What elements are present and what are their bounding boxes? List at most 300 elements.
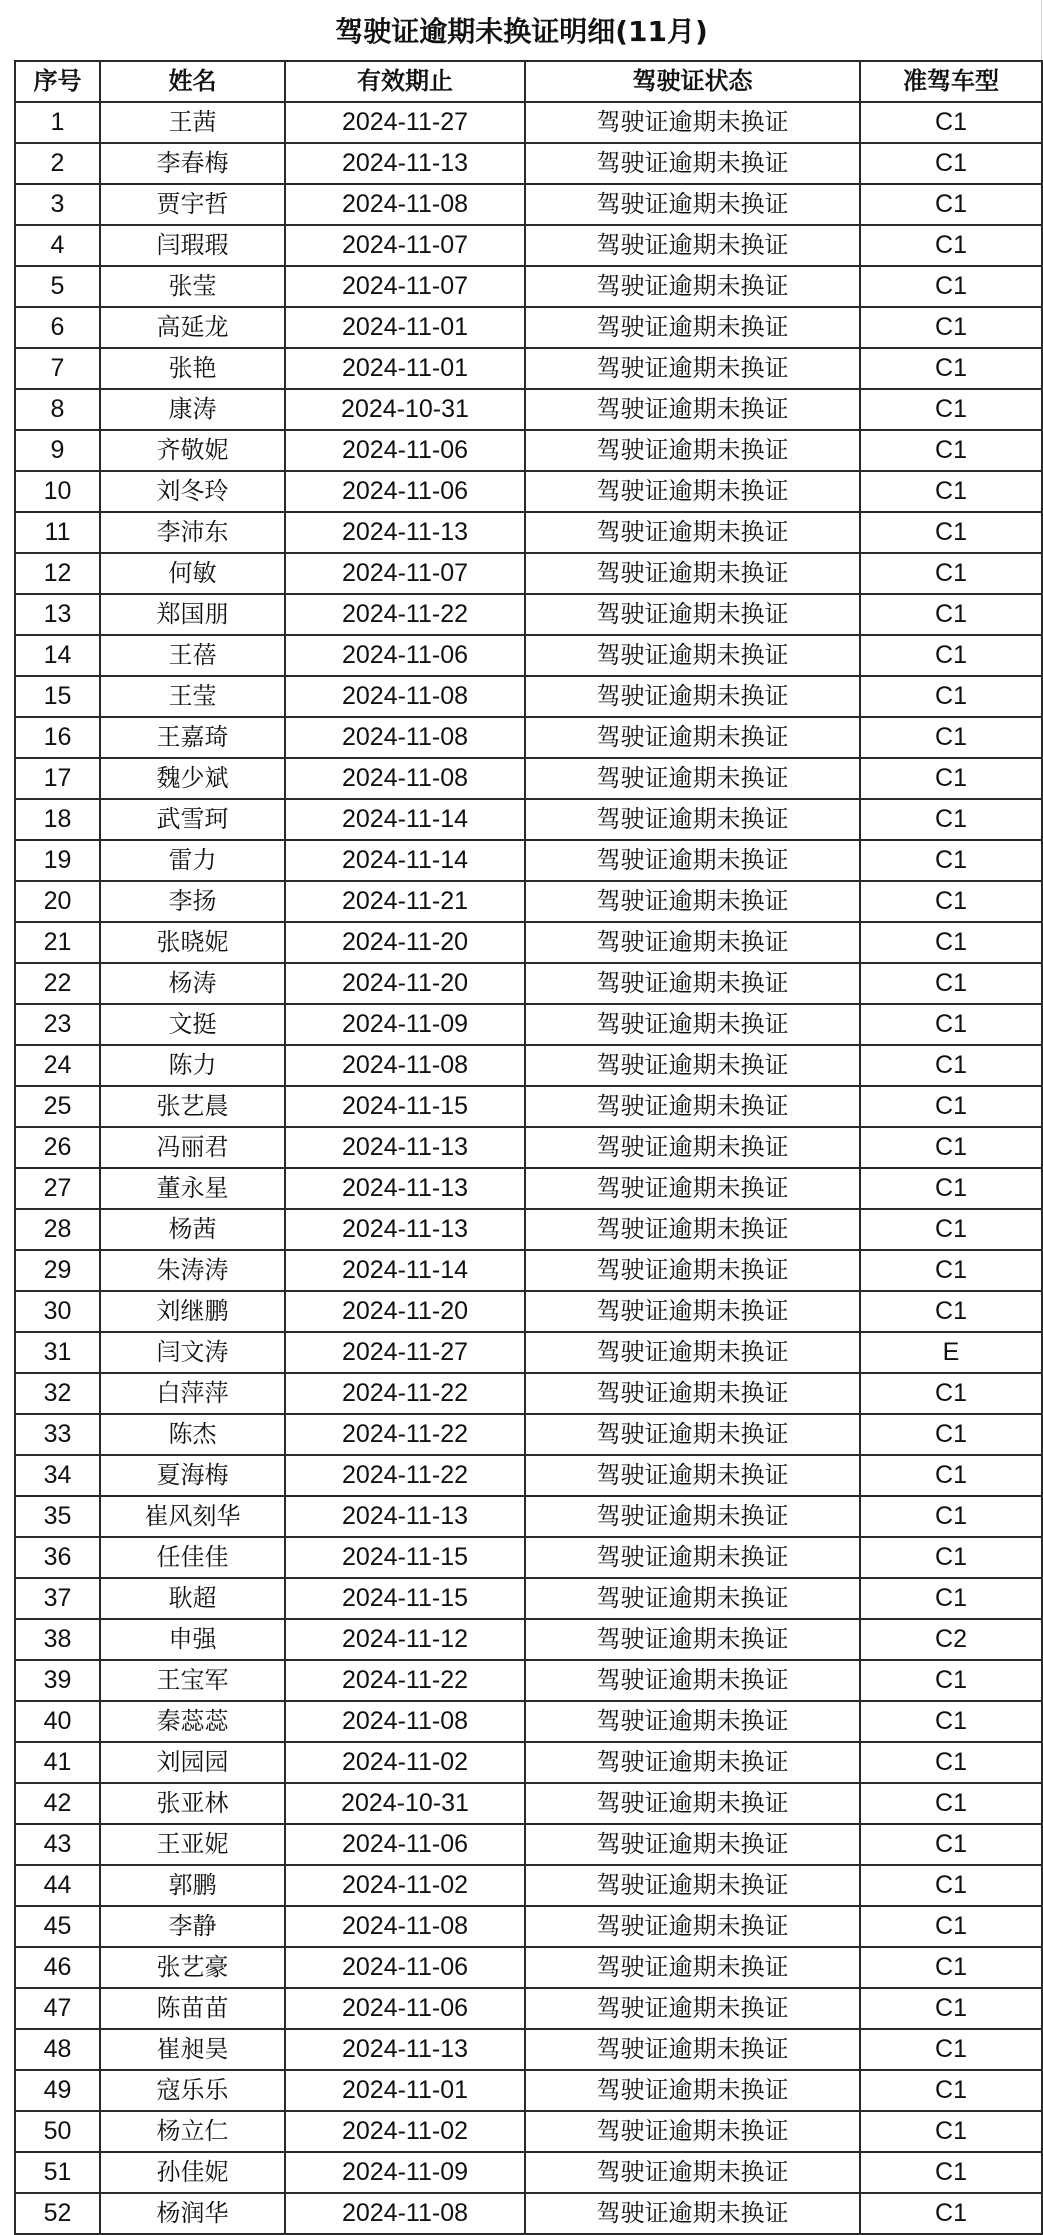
row-license-class-cell: C1 bbox=[860, 102, 1042, 143]
row-license-class-cell: C1 bbox=[860, 1947, 1042, 1988]
row-license-class-cell: C1 bbox=[860, 922, 1042, 963]
row-expiry-cell: 2024-11-14 bbox=[285, 1250, 525, 1291]
row-name-cell: 武雪珂 bbox=[100, 799, 285, 840]
table-row bbox=[15, 1455, 1042, 1496]
row-license-class-cell: C1 bbox=[860, 881, 1042, 922]
row-license-class-cell: C1 bbox=[860, 512, 1042, 553]
table-row bbox=[15, 2193, 1042, 2234]
row-expiry-cell: 2024-11-08 bbox=[285, 184, 525, 225]
table-row bbox=[15, 1168, 1042, 1209]
row-status-cell: 驾驶证逾期未换证 bbox=[525, 1496, 860, 1537]
table-row bbox=[15, 143, 1042, 184]
row-status-cell: 驾驶证逾期未换证 bbox=[525, 512, 860, 553]
row-index-cell: 9 bbox=[15, 430, 100, 471]
row-expiry-cell: 2024-11-22 bbox=[285, 594, 525, 635]
row-expiry-cell: 2024-11-07 bbox=[285, 266, 525, 307]
row-license-class-cell: C1 bbox=[860, 1537, 1042, 1578]
row-expiry-cell: 2024-11-20 bbox=[285, 1291, 525, 1332]
row-expiry-cell: 2024-11-01 bbox=[285, 307, 525, 348]
row-name-cell: 任佳佳 bbox=[100, 1537, 285, 1578]
row-name-cell: 李扬 bbox=[100, 881, 285, 922]
row-name-cell: 刘冬玲 bbox=[100, 471, 285, 512]
row-expiry-cell: 2024-11-06 bbox=[285, 430, 525, 471]
row-license-class-cell: C1 bbox=[860, 389, 1042, 430]
row-license-class-cell: C1 bbox=[860, 1250, 1042, 1291]
row-expiry-cell: 2024-11-21 bbox=[285, 881, 525, 922]
row-index-cell: 32 bbox=[15, 1373, 100, 1414]
row-name-cell: 陈苗苗 bbox=[100, 1988, 285, 2029]
row-license-class-cell: C1 bbox=[860, 717, 1042, 758]
row-license-class-cell: C1 bbox=[860, 184, 1042, 225]
row-name-cell: 寇乐乐 bbox=[100, 2070, 285, 2111]
table-row bbox=[15, 225, 1042, 266]
row-index-cell: 35 bbox=[15, 1496, 100, 1537]
row-index-cell: 12 bbox=[15, 553, 100, 594]
row-name-cell: 刘继鹏 bbox=[100, 1291, 285, 1332]
row-index-cell: 49 bbox=[15, 2070, 100, 2111]
row-status-cell: 驾驶证逾期未换证 bbox=[525, 1004, 860, 1045]
row-index-cell: 18 bbox=[15, 799, 100, 840]
row-license-class-cell: C1 bbox=[860, 225, 1042, 266]
row-expiry-cell: 2024-11-08 bbox=[285, 1906, 525, 1947]
row-expiry-cell: 2024-11-13 bbox=[285, 1168, 525, 1209]
row-name-cell: 魏少斌 bbox=[100, 758, 285, 799]
table-row bbox=[15, 266, 1042, 307]
row-name-cell: 耿超 bbox=[100, 1578, 285, 1619]
table-row bbox=[15, 348, 1042, 389]
table-row bbox=[15, 1045, 1042, 1086]
row-expiry-cell: 2024-11-12 bbox=[285, 1619, 525, 1660]
row-status-cell: 驾驶证逾期未换证 bbox=[525, 430, 860, 471]
row-license-class-cell: C1 bbox=[860, 840, 1042, 881]
row-license-class-cell: C1 bbox=[860, 1373, 1042, 1414]
row-status-cell: 驾驶证逾期未换证 bbox=[525, 1127, 860, 1168]
row-name-cell: 王莹 bbox=[100, 676, 285, 717]
row-status-cell: 驾驶证逾期未换证 bbox=[525, 594, 860, 635]
table-row bbox=[15, 1578, 1042, 1619]
row-license-class-cell: C1 bbox=[860, 1906, 1042, 1947]
row-index-cell: 52 bbox=[15, 2193, 100, 2234]
row-status-cell: 驾驶证逾期未换证 bbox=[525, 922, 860, 963]
row-status-cell: 驾驶证逾期未换证 bbox=[525, 1783, 860, 1824]
table-row bbox=[15, 1414, 1042, 1455]
row-status-cell: 驾驶证逾期未换证 bbox=[525, 102, 860, 143]
row-license-class-cell: C1 bbox=[860, 1824, 1042, 1865]
row-license-class-cell: C1 bbox=[860, 635, 1042, 676]
row-license-class-cell: C1 bbox=[860, 1127, 1042, 1168]
row-index-cell: 34 bbox=[15, 1455, 100, 1496]
table-row bbox=[15, 1250, 1042, 1291]
row-license-class-cell: C1 bbox=[860, 1291, 1042, 1332]
row-index-cell: 16 bbox=[15, 717, 100, 758]
row-status-cell: 驾驶证逾期未换证 bbox=[525, 881, 860, 922]
row-index-cell: 14 bbox=[15, 635, 100, 676]
row-name-cell: 杨立仁 bbox=[100, 2111, 285, 2152]
row-expiry-cell: 2024-11-22 bbox=[285, 1373, 525, 1414]
row-expiry-cell: 2024-11-14 bbox=[285, 799, 525, 840]
row-status-cell: 驾驶证逾期未换证 bbox=[525, 348, 860, 389]
row-status-cell: 驾驶证逾期未换证 bbox=[525, 1250, 860, 1291]
table-row bbox=[15, 1865, 1042, 1906]
row-status-cell: 驾驶证逾期未换证 bbox=[525, 471, 860, 512]
row-status-cell: 驾驶证逾期未换证 bbox=[525, 389, 860, 430]
row-index-cell: 30 bbox=[15, 1291, 100, 1332]
row-expiry-cell: 2024-11-13 bbox=[285, 1209, 525, 1250]
row-index-cell: 38 bbox=[15, 1619, 100, 1660]
row-status-cell: 驾驶证逾期未换证 bbox=[525, 1332, 860, 1373]
row-name-cell: 张艺豪 bbox=[100, 1947, 285, 1988]
row-expiry-cell: 2024-11-06 bbox=[285, 471, 525, 512]
row-expiry-cell: 2024-11-08 bbox=[285, 717, 525, 758]
table-row bbox=[15, 1742, 1042, 1783]
row-name-cell: 王亚妮 bbox=[100, 1824, 285, 1865]
row-status-cell: 驾驶证逾期未换证 bbox=[525, 1988, 860, 2029]
row-name-cell: 张亚林 bbox=[100, 1783, 285, 1824]
row-status-cell: 驾驶证逾期未换证 bbox=[525, 1619, 860, 1660]
table-row bbox=[15, 1619, 1042, 1660]
row-status-cell: 驾驶证逾期未换证 bbox=[525, 1906, 860, 1947]
row-index-cell: 8 bbox=[15, 389, 100, 430]
table-row bbox=[15, 799, 1042, 840]
row-name-cell: 崔风刻华 bbox=[100, 1496, 285, 1537]
table-row bbox=[15, 676, 1042, 717]
row-index-cell: 17 bbox=[15, 758, 100, 799]
row-status-cell: 驾驶证逾期未换证 bbox=[525, 1660, 860, 1701]
row-expiry-cell: 2024-11-13 bbox=[285, 143, 525, 184]
row-license-class-cell: C1 bbox=[860, 1865, 1042, 1906]
row-name-cell: 王嘉琦 bbox=[100, 717, 285, 758]
table-row bbox=[15, 471, 1042, 512]
table-row bbox=[15, 1947, 1042, 1988]
row-name-cell: 崔昶昊 bbox=[100, 2029, 285, 2070]
overdue-license-table bbox=[14, 60, 1043, 2235]
row-expiry-cell: 2024-11-22 bbox=[285, 1455, 525, 1496]
row-status-cell: 驾驶证逾期未换证 bbox=[525, 1865, 860, 1906]
row-expiry-cell: 2024-11-09 bbox=[285, 1004, 525, 1045]
row-expiry-cell: 2024-11-15 bbox=[285, 1578, 525, 1619]
row-index-cell: 37 bbox=[15, 1578, 100, 1619]
row-index-cell: 48 bbox=[15, 2029, 100, 2070]
table-row bbox=[15, 717, 1042, 758]
row-status-cell: 驾驶证逾期未换证 bbox=[525, 184, 860, 225]
table-row bbox=[15, 1373, 1042, 1414]
row-status-cell: 驾驶证逾期未换证 bbox=[525, 1824, 860, 1865]
header-license-class: 准驾车型 bbox=[860, 61, 1042, 102]
table-row bbox=[15, 594, 1042, 635]
row-license-class-cell: C1 bbox=[860, 1004, 1042, 1045]
row-index-cell: 31 bbox=[15, 1332, 100, 1373]
row-name-cell: 朱涛涛 bbox=[100, 1250, 285, 1291]
row-license-class-cell: C1 bbox=[860, 799, 1042, 840]
row-index-cell: 21 bbox=[15, 922, 100, 963]
row-expiry-cell: 2024-11-06 bbox=[285, 635, 525, 676]
table-row bbox=[15, 840, 1042, 881]
row-license-class-cell: C1 bbox=[860, 1783, 1042, 1824]
table-row bbox=[15, 635, 1042, 676]
row-status-cell: 驾驶证逾期未换证 bbox=[525, 2152, 860, 2193]
row-license-class-cell: C1 bbox=[860, 1578, 1042, 1619]
row-status-cell: 驾驶证逾期未换证 bbox=[525, 2070, 860, 2111]
row-expiry-cell: 2024-11-07 bbox=[285, 553, 525, 594]
row-name-cell: 闫文涛 bbox=[100, 1332, 285, 1373]
row-expiry-cell: 2024-11-15 bbox=[285, 1086, 525, 1127]
row-expiry-cell: 2024-11-09 bbox=[285, 2152, 525, 2193]
row-expiry-cell: 2024-11-20 bbox=[285, 922, 525, 963]
row-name-cell: 杨涛 bbox=[100, 963, 285, 1004]
row-license-class-cell: C1 bbox=[860, 307, 1042, 348]
row-name-cell: 张莹 bbox=[100, 266, 285, 307]
row-license-class-cell: C1 bbox=[860, 2070, 1042, 2111]
row-name-cell: 郑国朋 bbox=[100, 594, 285, 635]
row-expiry-cell: 2024-11-22 bbox=[285, 1660, 525, 1701]
row-expiry-cell: 2024-11-08 bbox=[285, 2193, 525, 2234]
row-name-cell: 冯丽君 bbox=[100, 1127, 285, 1168]
row-status-cell: 驾驶证逾期未换证 bbox=[525, 1373, 860, 1414]
row-index-cell: 51 bbox=[15, 2152, 100, 2193]
row-expiry-cell: 2024-11-22 bbox=[285, 1414, 525, 1455]
row-index-cell: 28 bbox=[15, 1209, 100, 1250]
row-status-cell: 驾驶证逾期未换证 bbox=[525, 266, 860, 307]
row-name-cell: 王蓓 bbox=[100, 635, 285, 676]
table-row bbox=[15, 430, 1042, 471]
row-name-cell: 齐敬妮 bbox=[100, 430, 285, 471]
row-expiry-cell: 2024-11-02 bbox=[285, 1742, 525, 1783]
table-row bbox=[15, 553, 1042, 594]
row-name-cell: 孙佳妮 bbox=[100, 2152, 285, 2193]
table-row bbox=[15, 1906, 1042, 1947]
row-expiry-cell: 2024-11-15 bbox=[285, 1537, 525, 1578]
row-expiry-cell: 2024-11-27 bbox=[285, 102, 525, 143]
row-expiry-cell: 2024-11-01 bbox=[285, 2070, 525, 2111]
row-license-class-cell: C1 bbox=[860, 1455, 1042, 1496]
row-index-cell: 3 bbox=[15, 184, 100, 225]
row-status-cell: 驾驶证逾期未换证 bbox=[525, 1701, 860, 1742]
row-expiry-cell: 2024-11-14 bbox=[285, 840, 525, 881]
row-license-class-cell: C1 bbox=[860, 2193, 1042, 2234]
row-status-cell: 驾驶证逾期未换证 bbox=[525, 840, 860, 881]
row-index-cell: 27 bbox=[15, 1168, 100, 1209]
row-name-cell: 陈杰 bbox=[100, 1414, 285, 1455]
table-row bbox=[15, 1086, 1042, 1127]
row-index-cell: 22 bbox=[15, 963, 100, 1004]
row-license-class-cell: C1 bbox=[860, 1988, 1042, 2029]
row-name-cell: 贾宇哲 bbox=[100, 184, 285, 225]
row-license-class-cell: C1 bbox=[860, 1168, 1042, 1209]
table-row bbox=[15, 102, 1042, 143]
row-name-cell: 刘园园 bbox=[100, 1742, 285, 1783]
row-index-cell: 36 bbox=[15, 1537, 100, 1578]
row-status-cell: 驾驶证逾期未换证 bbox=[525, 1086, 860, 1127]
row-index-cell: 41 bbox=[15, 1742, 100, 1783]
table-row bbox=[15, 1332, 1042, 1373]
row-expiry-cell: 2024-11-08 bbox=[285, 676, 525, 717]
row-license-class-cell: C1 bbox=[860, 1660, 1042, 1701]
table-row bbox=[15, 184, 1042, 225]
row-index-cell: 10 bbox=[15, 471, 100, 512]
row-index-cell: 45 bbox=[15, 1906, 100, 1947]
row-index-cell: 42 bbox=[15, 1783, 100, 1824]
table-row bbox=[15, 881, 1042, 922]
row-index-cell: 24 bbox=[15, 1045, 100, 1086]
row-license-class-cell: C1 bbox=[860, 1209, 1042, 1250]
row-name-cell: 申强 bbox=[100, 1619, 285, 1660]
row-name-cell: 康涛 bbox=[100, 389, 285, 430]
row-license-class-cell: C2 bbox=[860, 1619, 1042, 1660]
table-row bbox=[15, 1537, 1042, 1578]
row-expiry-cell: 2024-11-20 bbox=[285, 963, 525, 1004]
header-status: 驾驶证状态 bbox=[525, 61, 860, 102]
table-row bbox=[15, 758, 1042, 799]
row-status-cell: 驾驶证逾期未换证 bbox=[525, 963, 860, 1004]
row-index-cell: 23 bbox=[15, 1004, 100, 1045]
row-expiry-cell: 2024-11-06 bbox=[285, 1988, 525, 2029]
row-license-class-cell: C1 bbox=[860, 348, 1042, 389]
row-license-class-cell: C1 bbox=[860, 1045, 1042, 1086]
row-expiry-cell: 2024-11-01 bbox=[285, 348, 525, 389]
row-name-cell: 闫瑕瑕 bbox=[100, 225, 285, 266]
table-row bbox=[15, 2152, 1042, 2193]
row-name-cell: 董永星 bbox=[100, 1168, 285, 1209]
row-name-cell: 夏海梅 bbox=[100, 1455, 285, 1496]
row-status-cell: 驾驶证逾期未换证 bbox=[525, 1414, 860, 1455]
row-license-class-cell: C1 bbox=[860, 553, 1042, 594]
row-index-cell: 15 bbox=[15, 676, 100, 717]
row-status-cell: 驾驶证逾期未换证 bbox=[525, 2111, 860, 2152]
row-index-cell: 39 bbox=[15, 1660, 100, 1701]
row-index-cell: 33 bbox=[15, 1414, 100, 1455]
row-status-cell: 驾驶证逾期未换证 bbox=[525, 1291, 860, 1332]
row-name-cell: 白萍萍 bbox=[100, 1373, 285, 1414]
row-license-class-cell: C1 bbox=[860, 594, 1042, 635]
row-license-class-cell: C1 bbox=[860, 1496, 1042, 1537]
row-status-cell: 驾驶证逾期未换证 bbox=[525, 2193, 860, 2234]
row-status-cell: 驾驶证逾期未换证 bbox=[525, 635, 860, 676]
row-name-cell: 杨茜 bbox=[100, 1209, 285, 1250]
row-name-cell: 何敏 bbox=[100, 553, 285, 594]
table-header-row bbox=[15, 61, 1042, 102]
row-index-cell: 13 bbox=[15, 594, 100, 635]
row-status-cell: 驾驶证逾期未换证 bbox=[525, 1537, 860, 1578]
table-row bbox=[15, 1291, 1042, 1332]
row-status-cell: 驾驶证逾期未换证 bbox=[525, 1742, 860, 1783]
row-license-class-cell: C1 bbox=[860, 1742, 1042, 1783]
row-license-class-cell: E bbox=[860, 1332, 1042, 1373]
document-title: 驾驶证逾期未换证明细(11月) bbox=[335, 15, 708, 48]
row-license-class-cell: C1 bbox=[860, 758, 1042, 799]
row-name-cell: 张艳 bbox=[100, 348, 285, 389]
row-index-cell: 2 bbox=[15, 143, 100, 184]
row-license-class-cell: C1 bbox=[860, 266, 1042, 307]
row-status-cell: 驾驶证逾期未换证 bbox=[525, 1168, 860, 1209]
table-row bbox=[15, 2111, 1042, 2152]
header-expiry: 有效期止 bbox=[285, 61, 525, 102]
row-name-cell: 李沛东 bbox=[100, 512, 285, 553]
row-license-class-cell: C1 bbox=[860, 1414, 1042, 1455]
row-status-cell: 驾驶证逾期未换证 bbox=[525, 1209, 860, 1250]
row-expiry-cell: 2024-11-02 bbox=[285, 1865, 525, 1906]
row-license-class-cell: C1 bbox=[860, 1701, 1042, 1742]
row-index-cell: 50 bbox=[15, 2111, 100, 2152]
row-index-cell: 6 bbox=[15, 307, 100, 348]
table-row bbox=[15, 1701, 1042, 1742]
row-status-cell: 驾驶证逾期未换证 bbox=[525, 758, 860, 799]
row-name-cell: 张艺晨 bbox=[100, 1086, 285, 1127]
row-expiry-cell: 2024-11-08 bbox=[285, 1045, 525, 1086]
row-status-cell: 驾驶证逾期未换证 bbox=[525, 143, 860, 184]
table-row bbox=[15, 1127, 1042, 1168]
row-expiry-cell: 2024-11-06 bbox=[285, 1824, 525, 1865]
row-expiry-cell: 2024-11-07 bbox=[285, 225, 525, 266]
row-status-cell: 驾驶证逾期未换证 bbox=[525, 307, 860, 348]
table-row bbox=[15, 2029, 1042, 2070]
table-row bbox=[15, 2070, 1042, 2111]
row-license-class-cell: C1 bbox=[860, 2111, 1042, 2152]
row-name-cell: 高延龙 bbox=[100, 307, 285, 348]
row-name-cell: 文挺 bbox=[100, 1004, 285, 1045]
row-expiry-cell: 2024-11-08 bbox=[285, 1701, 525, 1742]
row-name-cell: 张晓妮 bbox=[100, 922, 285, 963]
row-expiry-cell: 2024-11-02 bbox=[285, 2111, 525, 2152]
row-status-cell: 驾驶证逾期未换证 bbox=[525, 1455, 860, 1496]
row-license-class-cell: C1 bbox=[860, 430, 1042, 471]
row-expiry-cell: 2024-11-13 bbox=[285, 512, 525, 553]
row-index-cell: 5 bbox=[15, 266, 100, 307]
row-license-class-cell: C1 bbox=[860, 471, 1042, 512]
row-license-class-cell: C1 bbox=[860, 1086, 1042, 1127]
row-name-cell: 李静 bbox=[100, 1906, 285, 1947]
row-index-cell: 40 bbox=[15, 1701, 100, 1742]
header-name: 姓名 bbox=[100, 61, 285, 102]
table-row bbox=[15, 1209, 1042, 1250]
row-license-class-cell: C1 bbox=[860, 676, 1042, 717]
row-index-cell: 44 bbox=[15, 1865, 100, 1906]
row-status-cell: 驾驶证逾期未换证 bbox=[525, 225, 860, 266]
row-index-cell: 1 bbox=[15, 102, 100, 143]
row-expiry-cell: 2024-11-13 bbox=[285, 1127, 525, 1168]
row-status-cell: 驾驶证逾期未换证 bbox=[525, 553, 860, 594]
header-index: 序号 bbox=[15, 61, 100, 102]
row-index-cell: 4 bbox=[15, 225, 100, 266]
row-status-cell: 驾驶证逾期未换证 bbox=[525, 799, 860, 840]
table-row bbox=[15, 1783, 1042, 1824]
row-index-cell: 29 bbox=[15, 1250, 100, 1291]
table-row bbox=[15, 1004, 1042, 1045]
table-row bbox=[15, 512, 1042, 553]
row-index-cell: 11 bbox=[15, 512, 100, 553]
row-name-cell: 秦蕊蕊 bbox=[100, 1701, 285, 1742]
row-index-cell: 43 bbox=[15, 1824, 100, 1865]
row-name-cell: 雷力 bbox=[100, 840, 285, 881]
row-license-class-cell: C1 bbox=[860, 2029, 1042, 2070]
table-row bbox=[15, 1988, 1042, 2029]
row-name-cell: 王宝军 bbox=[100, 1660, 285, 1701]
row-name-cell: 杨润华 bbox=[100, 2193, 285, 2234]
row-name-cell: 郭鹏 bbox=[100, 1865, 285, 1906]
table-row bbox=[15, 389, 1042, 430]
row-name-cell: 李春梅 bbox=[100, 143, 285, 184]
row-status-cell: 驾驶证逾期未换证 bbox=[525, 676, 860, 717]
row-status-cell: 驾驶证逾期未换证 bbox=[525, 1947, 860, 1988]
row-expiry-cell: 2024-11-08 bbox=[285, 758, 525, 799]
row-name-cell: 陈力 bbox=[100, 1045, 285, 1086]
row-index-cell: 26 bbox=[15, 1127, 100, 1168]
table-row bbox=[15, 1660, 1042, 1701]
row-expiry-cell: 2024-11-27 bbox=[285, 1332, 525, 1373]
row-expiry-cell: 2024-10-31 bbox=[285, 1783, 525, 1824]
table-row bbox=[15, 1496, 1042, 1537]
row-expiry-cell: 2024-11-13 bbox=[285, 2029, 525, 2070]
row-status-cell: 驾驶证逾期未换证 bbox=[525, 1578, 860, 1619]
